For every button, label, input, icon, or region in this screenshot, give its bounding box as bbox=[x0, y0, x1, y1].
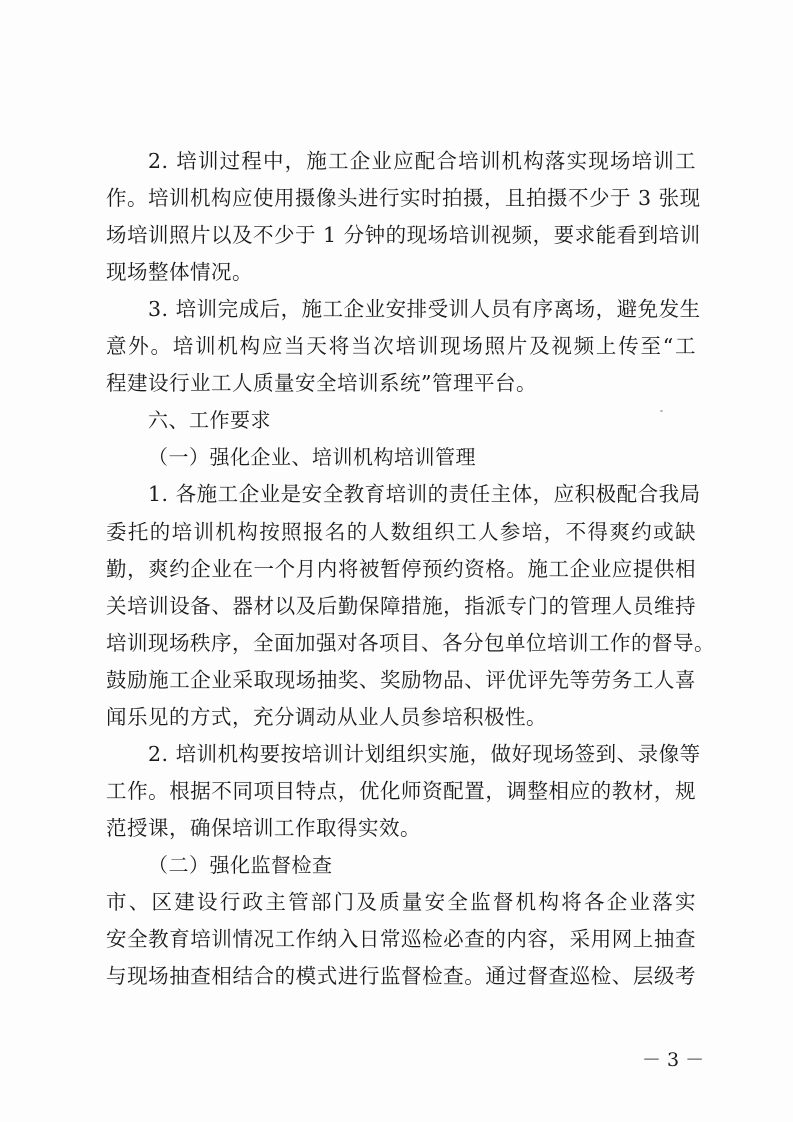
subsection-heading: （二）强化监督检查 bbox=[148, 853, 333, 877]
paragraph-line: 2. 培训机构要按培训计划组织实施，做好现场签到、录像等 bbox=[148, 742, 701, 766]
paragraph-line: 安全教育培训情况工作纳入日常巡检必查的内容，采用网上抽查 bbox=[106, 927, 696, 951]
paragraph-line: 闻乐见的方式，充分调动从业人员参培积极性。 bbox=[106, 705, 547, 729]
paragraph-line: 1. 各施工企业是安全教育培训的责任主体，应积极配合我局 bbox=[148, 482, 701, 506]
page-number: － 3 － bbox=[642, 1049, 705, 1071]
paragraph-line: 工作。根据不同项目特点，优化师资配置，调整相应的教材，规 bbox=[106, 779, 696, 803]
paragraph-line: 作。培训机构应使用摄像头进行实时拍摄，且拍摄不少于 3 张现 bbox=[106, 186, 701, 210]
paragraph-line: 意外。培训机构应当天将当次培训现场照片及视频上传至“工 bbox=[106, 334, 696, 358]
paragraph-line: 培训现场秩序，全面加强对各项目、各分包单位培训工作的督导。 bbox=[106, 631, 715, 655]
paragraph-line: 鼓励施工企业采取现场抽奖、奖励物品、评优评先等劳务工人喜 bbox=[106, 668, 696, 692]
section-heading: 六、工作要求 bbox=[148, 408, 271, 432]
paragraph-line: 勤，爽约企业在一个月内将被暂停预约资格。施工企业应提供相 bbox=[106, 557, 696, 581]
paragraph-line: 2. 培训过程中，施工企业应配合培训机构落实现场培训工 bbox=[148, 149, 696, 173]
paragraph-line: 范授课，确保培训工作取得实效。 bbox=[106, 816, 421, 840]
paragraph-line: 现场整体情况。 bbox=[106, 260, 253, 284]
paragraph-line: 程建设行业工人质量安全培训系统”管理平台。 bbox=[106, 371, 537, 395]
paragraph-line: 关培训设备、器材以及后勤保障措施，指派专门的管理人员维持 bbox=[106, 594, 696, 618]
paragraph-line: 委托的培训机构按照报名的人数组织工人参培，不得爽约或缺 bbox=[106, 520, 696, 544]
paragraph-line: 3. 培训完成后，施工企业安排受训人员有序离场，避免发生 bbox=[148, 297, 701, 321]
paragraph-line: 与现场抽查相结合的模式进行监督检查。通过督查巡检、层级考 bbox=[106, 964, 696, 988]
paragraph-line: 场培训照片以及不少于 1 分钟的现场培训视频，要求能看到培训 bbox=[106, 223, 701, 247]
paragraph-line: 市、区建设行政主管部门及质量安全监督机构将各企业落实 bbox=[106, 890, 696, 914]
subsection-heading: （一）强化企业、培训机构培训管理 bbox=[148, 445, 476, 469]
